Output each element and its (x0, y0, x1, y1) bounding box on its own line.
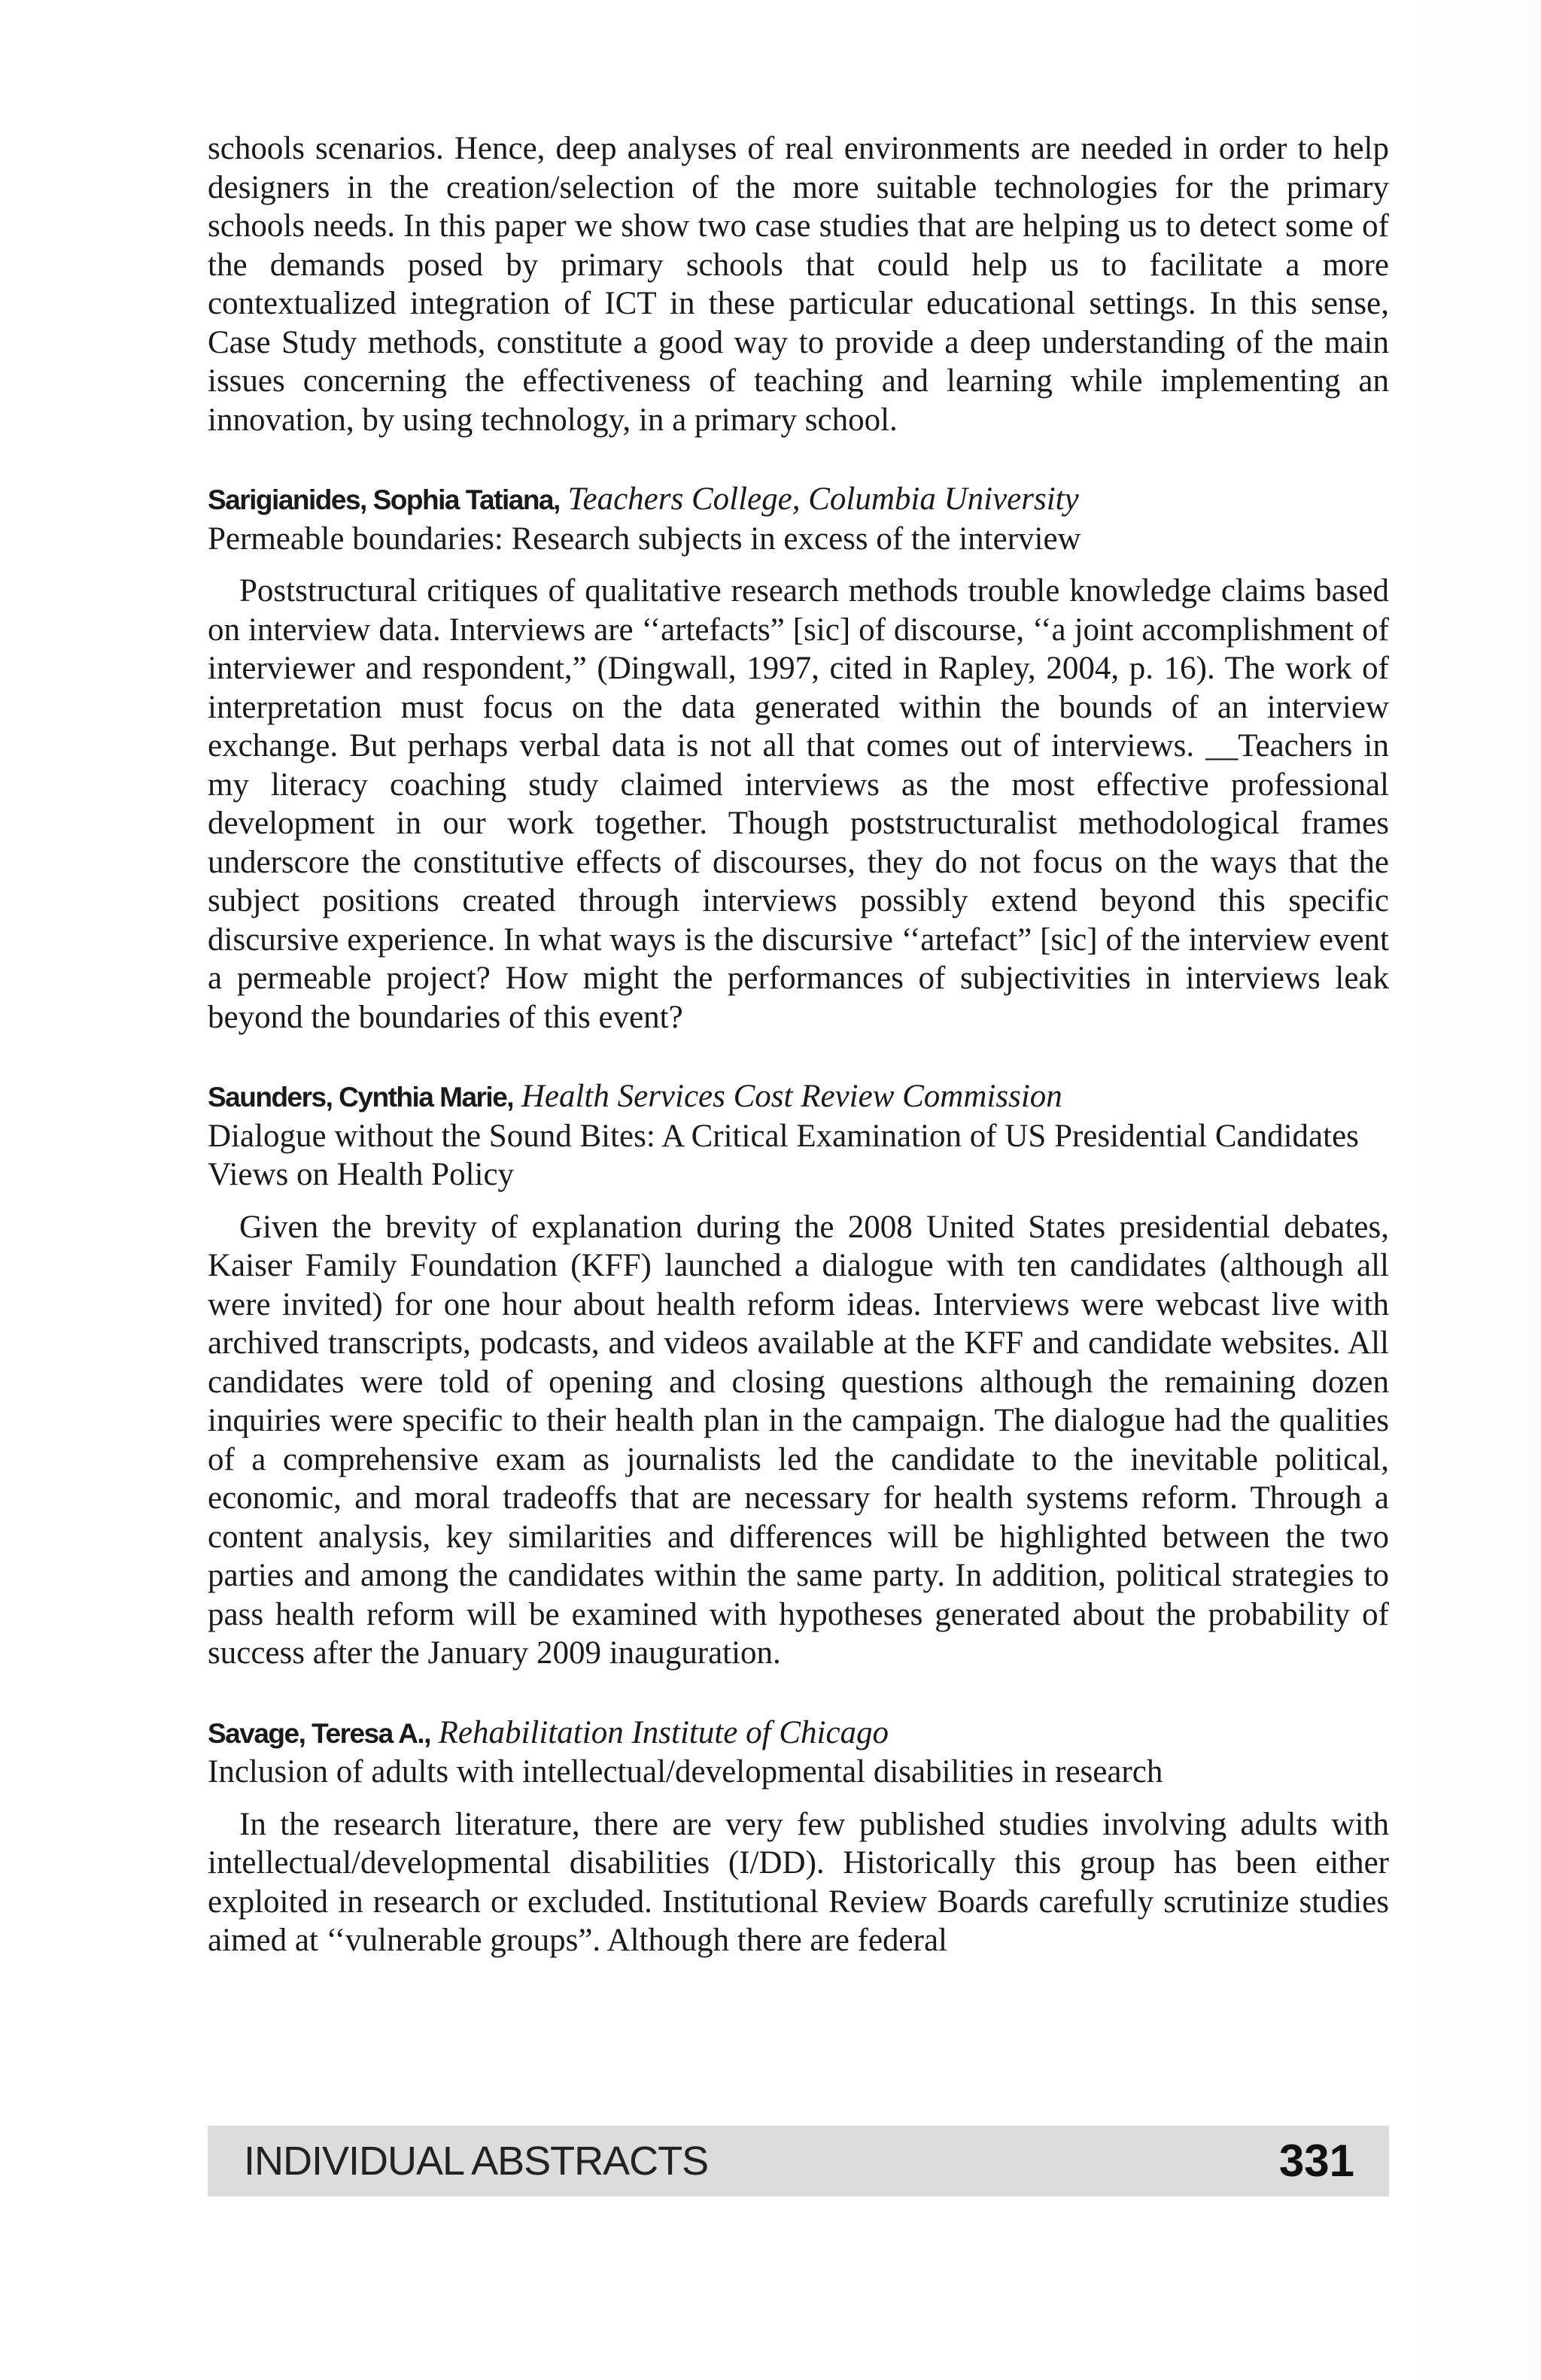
abstract-body: Given the brevity of explanation during the 2008 United States presidential debates, Kaiser Family Foundation (KFF) launched a dialogue with ten candidates (although all were invited) for one hour about health reform ideas. Interviews were webcast live with archived transcripts, podcasts, and videos available at the KFF and candidate websites. All candidates were told of opening and closing questions although the remaining dozen inquiries were specific to their health plan in the campaign. The dialogue had the qualities of a comprehensive exam as journalists led the candidate to the inevitable political, economic, and moral tradeoffs that are necessary for health systems reform. Through a content analysis, key similarities and differences will be highlighted between the two parties and among the candidates within the same party. In addition, political strategies to pass health reform will be examined with hypotheses generated about the probability of success after the January 2009 inauguration. (208, 1209, 1389, 1671)
abstract-entry-savage (208, 1714, 1389, 1960)
author-affiliation: Rehabilitation Institute of Chicago (438, 1714, 889, 1750)
abstract-body: In the research literature, there are very few published studies involving adults with intellectual/developmental disabilities (I/DD). Historically this group has been either exploited in research or excluded. Institutional Review Boards carefully scrutinize studies aimed at ‘‘vulnerable groups”. Although there are federal (208, 1806, 1389, 1958)
entry-heading (208, 1714, 1389, 1753)
abstract-title: Inclusion of adults with intellectual/developmental disabilities in research (208, 1754, 1163, 1790)
entry-heading (208, 480, 1389, 520)
abstract-entry-sarigianides (208, 480, 1389, 1037)
abstract-title: Dialogue without the Sound Bites: A Critical Examination of US Presidential Candidates Views on Health Policy (208, 1118, 1359, 1192)
entry-heading (208, 1077, 1389, 1117)
page-edge-shade (1409, 0, 1541, 2380)
section-label: INDIVIDUAL ABSTRACTS (244, 2139, 709, 2184)
author-name: Saunders, Cynthia Marie, (208, 1082, 514, 1113)
abstract-entry-saunders (208, 1077, 1389, 1673)
abstract-title: Permeable boundaries: Research subjects in excess of the interview (208, 521, 1081, 557)
footer-bar (208, 2126, 1389, 2196)
abstract-body: Poststructural critiques of qualitative research methods trouble knowledge claims based on interview data. Interviews are ‘‘artefacts” [sic] of discourse, ‘‘a joint accomplishment of interviewer and respondent,” (Dingwall, 1997, cited in Rapley, 2004, p. 16). The work of interpretation must focus on the data generated within the bounds of an interview exchange. But perhaps verbal data is not all that comes out of interviews. __Teachers in my literacy coaching study claimed interviews as the most effective professional development in our work together. Though poststructuralist methodological frames underscore the constitutive effects of discourses, they do not focus on the ways that the subject positions created through interviews possibly extend beyond this specific discursive experience. In what ways is the discursive ‘‘artefact” [sic] of the interview event a permeable project? How might the performances of subjectivities in interviews leak beyond the boundaries of this event? (208, 573, 1389, 1035)
author-affiliation: Health Services Cost Review Commission (521, 1079, 1062, 1114)
author-name: Savage, Teresa A., (208, 1717, 430, 1749)
page-content (208, 129, 1389, 1960)
author-name: Sarigianides, Sophia Tatiana, (208, 484, 560, 515)
intro-paragraph: schools scenarios. Hence, deep analyses of real environments are needed in order to help designers in the creation/selection of the more suitable technologies for the primary schools needs. In this paper we show two case studies that are helping us to detect some of the demands posed by primary schools that could help us to facilitate a more contextualized integration of ICT in these particular educational settings. In this sense, Case Study methods, constitute a good way to provide a deep understanding of the main issues concerning the effectiveness of teaching and learning while implementing an innovation, by using technology, in a primary school. (208, 131, 1389, 438)
page-number: 331 (1278, 2136, 1354, 2186)
author-affiliation: Teachers College, Columbia University (567, 481, 1079, 517)
